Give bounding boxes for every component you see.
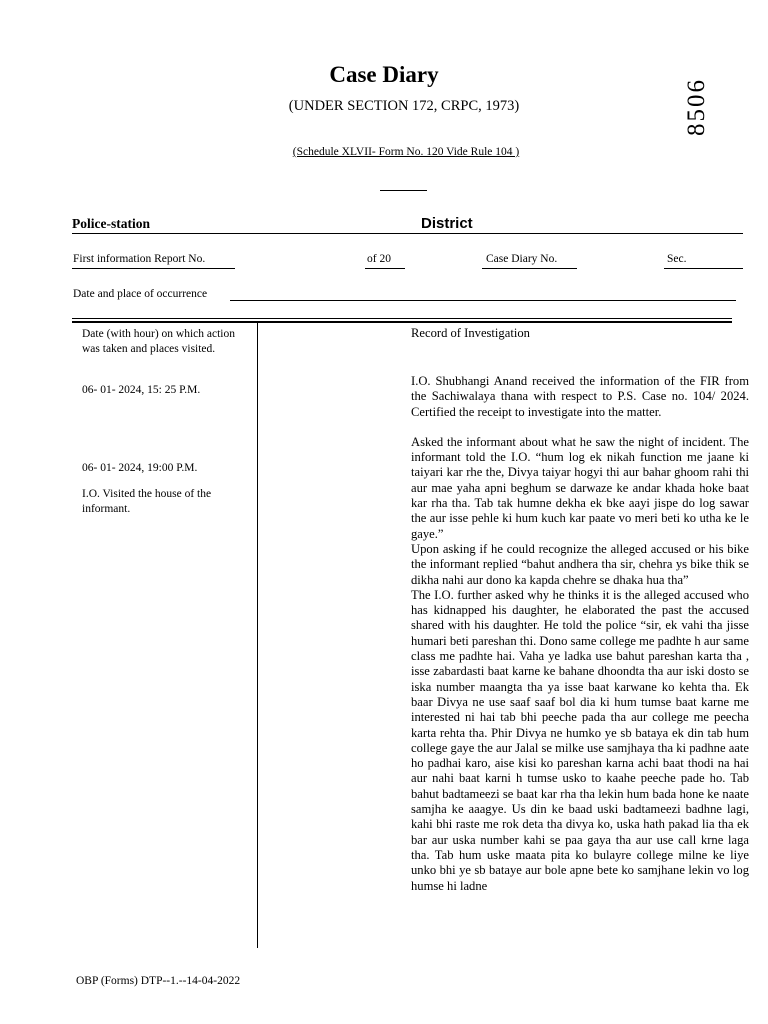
schedule-reference: (Schedule XLVII- Form No. 120 Vide Rule 104 ) bbox=[292, 146, 520, 158]
entry-note: I.O. Visited the house of the informant. bbox=[82, 488, 212, 515]
record-heading: Record of Investigation bbox=[411, 326, 530, 340]
document-subtitle: (UNDER SECTION 172, CRPC, 1973) bbox=[288, 98, 520, 114]
table-top-rule-thick bbox=[72, 321, 732, 323]
fir-label: First information Report No. bbox=[73, 253, 206, 265]
investigation-paragraph: Asked the informant about what he saw the night of incident. The informant told the I.O. “hum log ek nikah function me jaane ki taiyari kar rhe the, Divya taiyar hogyi thi aur bahar ghoom rahi thi aur mae yaha apni beghum se darwaze ke andar khada hoke baat kar rha tha. Tab tak humne dekha ek bke aayi jispe do log sawar the aur isse pehle ki hum kuch kar paate vo meri beti ko utha ke le gaye.” bbox=[411, 434, 749, 541]
district-label: District bbox=[421, 215, 473, 232]
form-code-footer: OBP (Forms) DTP--1.--14-04-2022 bbox=[76, 975, 241, 987]
fir-underline bbox=[72, 268, 235, 269]
case-diary-no-underline bbox=[482, 268, 577, 269]
serial-number-stamp bbox=[680, 78, 720, 138]
table-top-rule bbox=[72, 318, 732, 319]
investigation-paragraph: Upon asking if he could recognize the alleged accused or his bike the informant replied “bahut andhera tha sir, chehra ys bike thik se dikha nahi aur dono ka kapda chehre se dhaka hua tha” bbox=[411, 541, 749, 587]
record-of-investigation bbox=[411, 326, 749, 894]
investigation-paragraph: I.O. Shubhangi Anand received the information of the FIR from the Sachiwalaya thana with respect to P.S. Case no. 104/ 2024. Certified the receipt to investigate into the matter. bbox=[411, 374, 749, 419]
entry-datetime: 06- 01- 2024, 19:00 P.M. bbox=[82, 462, 198, 474]
investigation-paragraph: The I.O. further asked why he thinks it is the alleged accused who has kidnapped his daughter, he elaborated the past the accused shared with his daughter. He told the police “sir, ek vahi tha jisse humari beti pareshan thi. Dono same college me padhte h aur same class me padhte hai. Vaha ye ladka use bahut pareshan karta tha , isse zabardasti baat karne ke bahane dhoondta tha aur iski dosto se iska number maangta tha ya isse baat karwane ko kehta tha. Ek baar Divya ne use saaf saaf bol dia ki hum tumse baat karne me interested ni hai tab bhi peeche pada tha aur college me peecha karta rehta tha. Phir Divya ne humko ye sb bataya ek din tab hum college gaye the aur Jalal se milke use samjhaya tha ki padhne aate ho padhai karo, aise kisi ko pareshan karna achi baat thodi na hai aur nahi baat karni h tumse usko to kaahe peeche pade ho. Tab bahut badtameezi se baat kar rha tha lekin hum bada hone ke naate samjha ke aaagye. Us din ke baad uski badtameezi badhne lagi, kahi bhi raste me rok deta tha divya ko, uska hath pakad lia tha ek bar aur uska number kahi se paa gaya tha aur use call krne laga tha. Tab hum uske maata pita ko bulayre college milne ke liye unko bhi ye sb bataye aur bole apne bete ko samjhane lekin vo log humse hi ladne bbox=[411, 587, 749, 893]
occurrence-underline bbox=[230, 300, 736, 301]
year-underline bbox=[365, 268, 405, 269]
serial-number: 8506 bbox=[683, 78, 710, 136]
title-divider bbox=[380, 190, 427, 191]
police-station-label: Police-station bbox=[72, 216, 150, 231]
document-title: Case Diary bbox=[329, 62, 439, 87]
left-column-heading: Date (with hour) on which action was taken and places visited. bbox=[82, 328, 235, 355]
year-label: of 20 bbox=[367, 253, 391, 265]
case-diary-no-label: Case Diary No. bbox=[486, 253, 558, 265]
occurrence-label: Date and place of occurrence bbox=[73, 288, 208, 300]
section-label: Sec. bbox=[667, 253, 687, 265]
entry-datetime: 06- 01- 2024, 15: 25 P.M. bbox=[82, 384, 201, 396]
police-station-underline bbox=[72, 233, 743, 234]
column-divider bbox=[257, 323, 258, 948]
section-underline bbox=[664, 268, 743, 269]
